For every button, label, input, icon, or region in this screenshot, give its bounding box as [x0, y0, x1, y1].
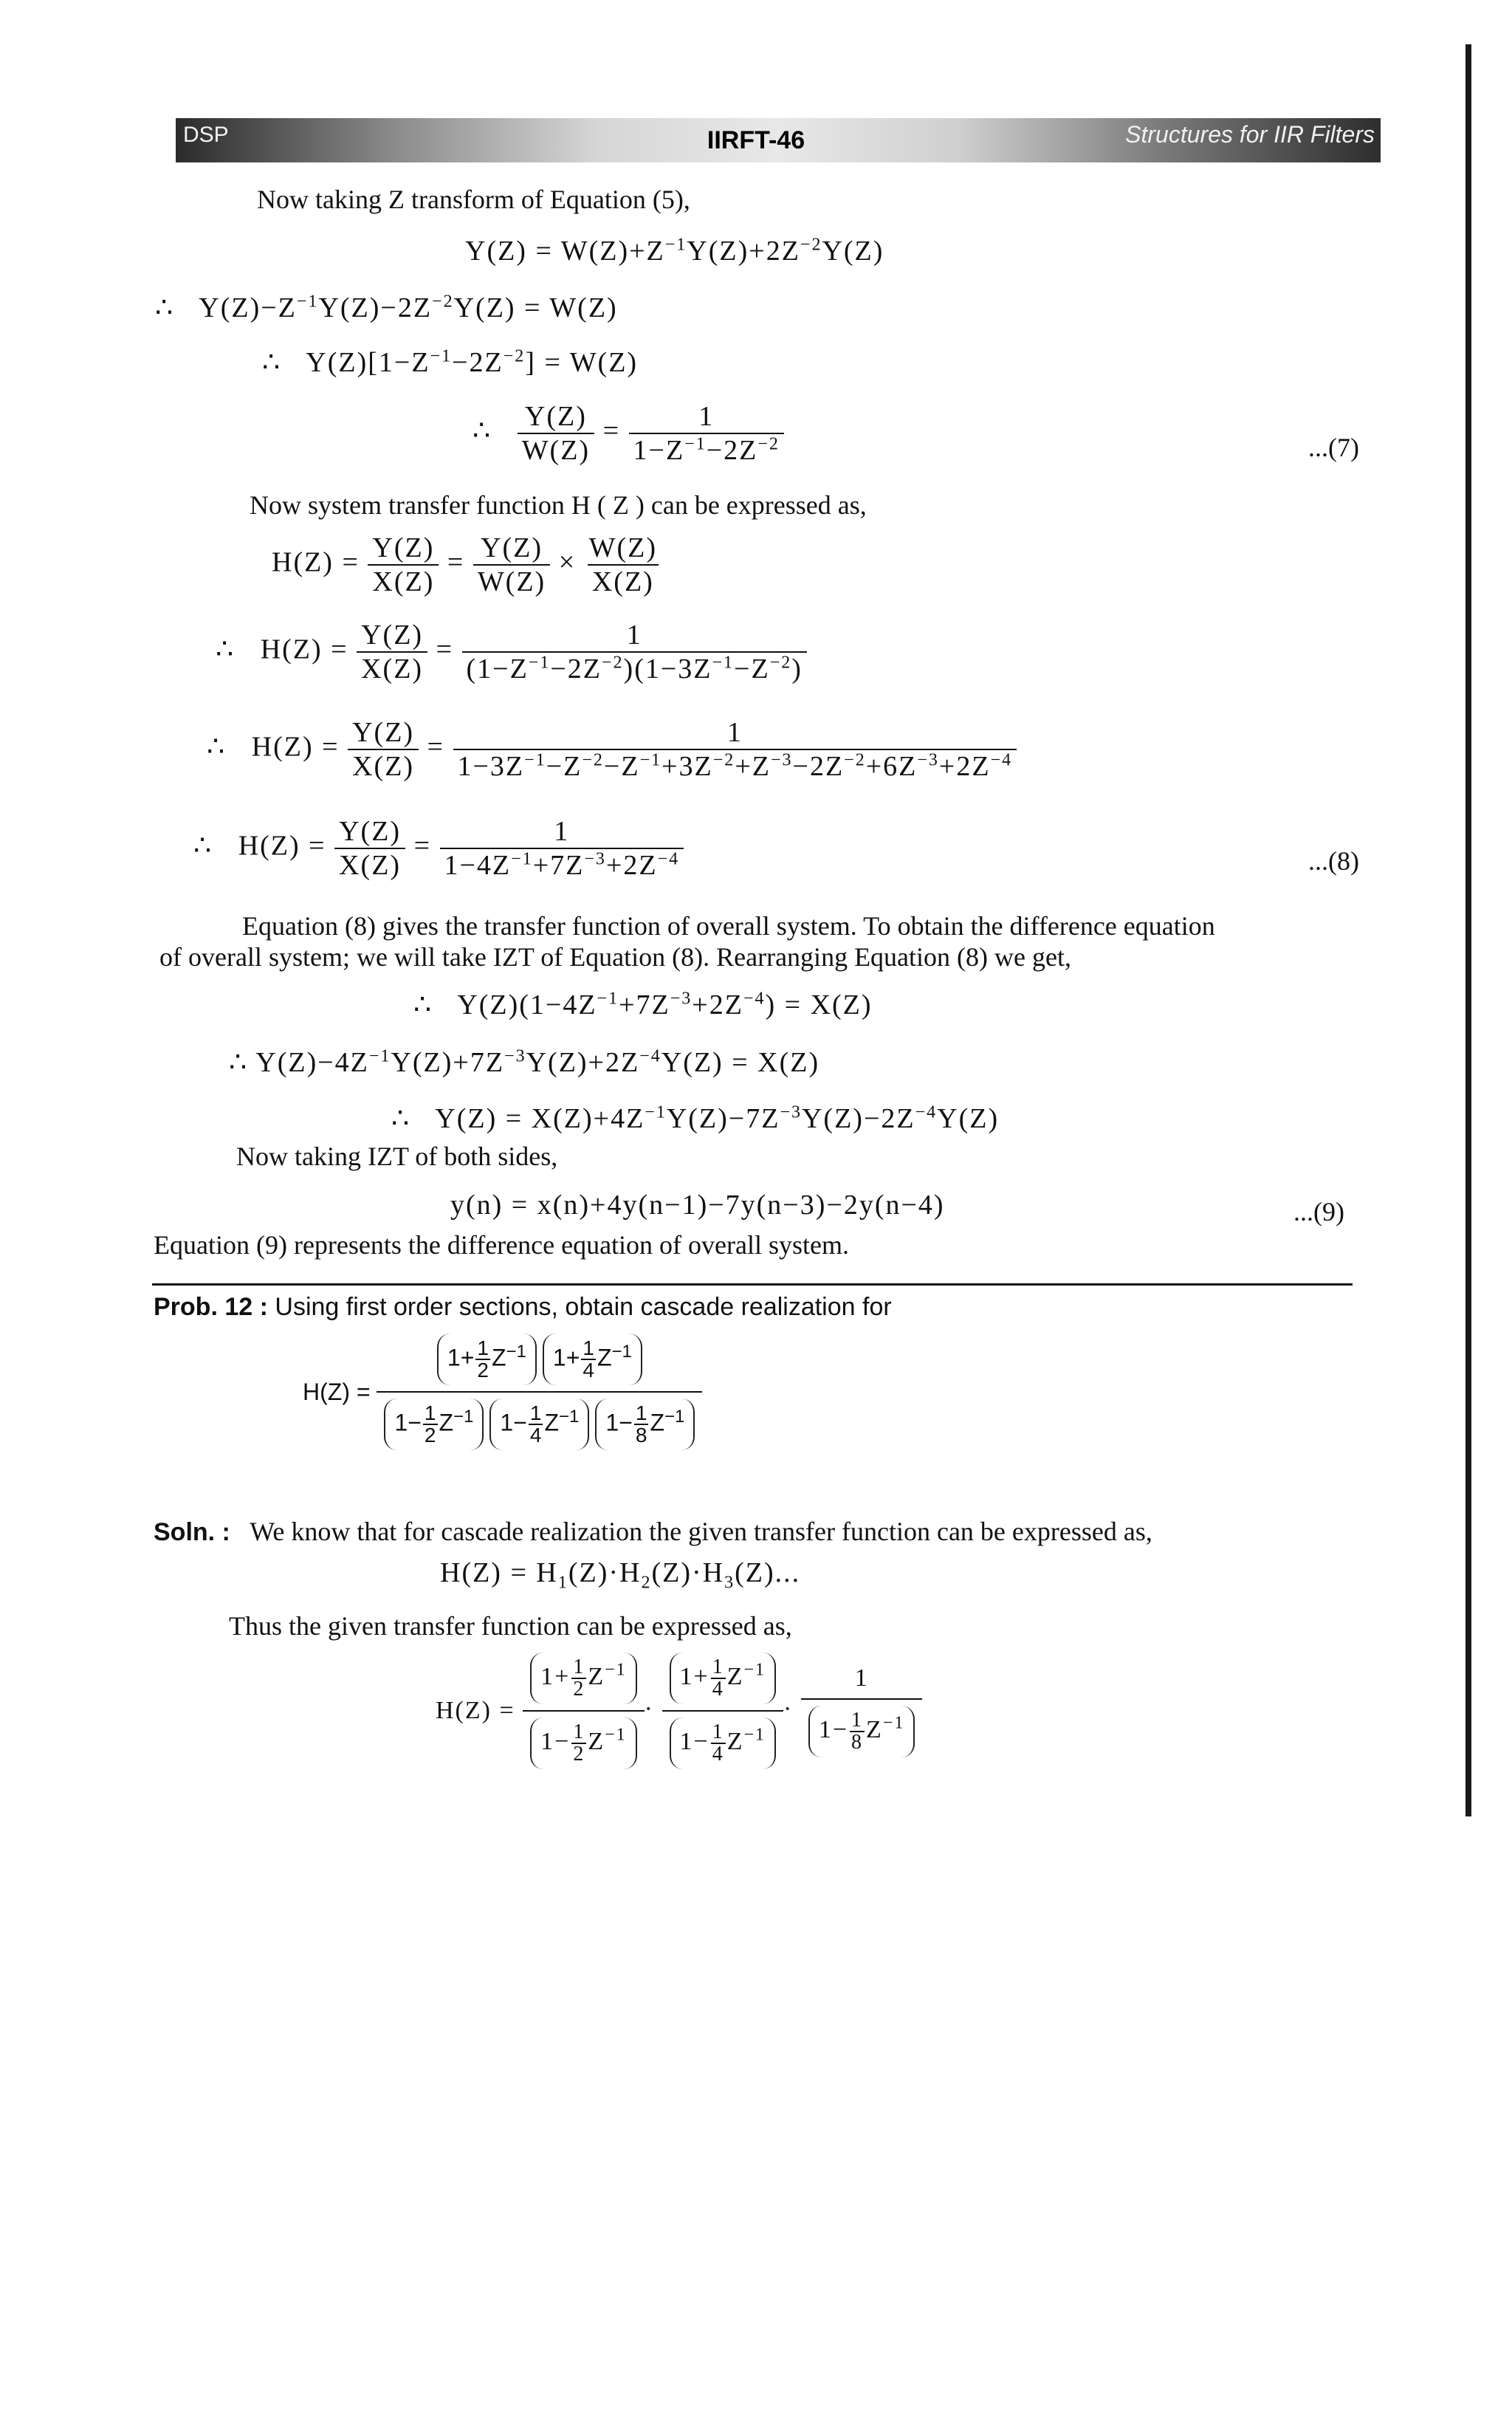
paragraph-z-transform: Now taking Z transform of Equation (5),: [257, 185, 690, 214]
section-divider: [152, 1283, 1353, 1286]
page-binding-edge: [1465, 44, 1471, 1816]
equation-8: ∴ H(Z) = $\frac{Y(Z)}{X(Z)}$ = $\frac{1}{1-4Z^{-1}+7Z^{-3}+2Z^{-4}}$: [193, 815, 684, 882]
problem-12: [154, 1291, 892, 1323]
equation-rearranged-3: ∴ $Y(Z) = X(Z)+4Z^{-1}Y(Z)-7Z^{-3}Y(Z)-2Z^{-4}Y(Z)$: [391, 1102, 1000, 1134]
paragraph-expressed: Thus the given transfer function can be expressed as,: [229, 1611, 792, 1641]
equation-hz-2: ∴ H(Z) = $\frac{Y(Z)}{X(Z)}$ = $\frac{1}{(1-Z^{-1}-2Z^{-2})(1-3Z^{-1}-Z^{-2})}$: [216, 619, 807, 685]
solution-label: Soln. :: [154, 1518, 230, 1546]
header-chapter-title: Structures for IIR Filters: [1125, 121, 1375, 148]
equation-line-3: ∴ $Y(Z)[1-Z^{-1}-2Z^{-2}] = W(Z)$: [262, 346, 639, 378]
equation-hz-3: ∴ H(Z) = $\frac{Y(Z)}{X(Z)}$ = $\frac{1}{1-3Z^{-1}-Z^{-2}-Z^{-1}+3Z^{-2}+Z^{-3}-2Z^{-2}+6Z^{-3}+2Z^{-4}}$: [207, 716, 1017, 783]
equation-9: y(n) = x(n)+4y(n−1)−7y(n−3)−2y(n−4): [450, 1190, 945, 1221]
equation-number-9: ...(9): [1293, 1197, 1344, 1226]
problem-statement: Using first order sections, obtain cascade realization for: [275, 1293, 892, 1321]
equation-line-1: $Y(Z) = W(Z)+Z^{-1}Y(Z)+2Z^{-2}Y(Z)$: [465, 235, 884, 267]
equation-number-8: ...(8): [1308, 846, 1359, 876]
paragraph-eq8-line2: of overall system; we will take IZT of Equation (8). Rearranging Equation (8) we get,: [159, 942, 1071, 972]
problem-transfer-function: H(Z) = 1+ $\frac{1}{2}$ $Z^{-1}$ 1+ $\frac{1}{4}$ $Z^{-1}$ 1− $\frac{1}{2}$ $Z^{-1}$ 1− $\frac{1}{4}$ $Z^{-1}$ 1− $\frac{1}{8}$ $Z^{-1}$: [303, 1334, 702, 1450]
equation-rearranged-2: ∴ $Y(Z)-4Z^{-1}Y(Z)+7Z^{-3}Y(Z)+2Z^{-4}Y(Z) = X(Z)$: [229, 1046, 820, 1078]
equation-rearranged-1: ∴ $Y(Z)(1-4Z^{-1}+7Z^{-3}+2Z^{-4}) = X(Z)$: [413, 989, 873, 1020]
problem-label: Prob. 12 :: [154, 1293, 268, 1321]
header-page-number: IIRFT-46: [707, 126, 805, 154]
paragraph-transfer-function: Now system transfer function H ( Z ) can be expressed as,: [250, 490, 867, 520]
equation-cascade-form: $H(Z) = H_1(Z)\cdot H_2(Z)\cdot H_3(Z)$...: [440, 1557, 801, 1593]
header-left: DSP: [183, 123, 229, 147]
equation-hz-product: H(Z) = $\frac{Y(Z)}{X(Z)}$ = $\frac{Y(Z)}{W(Z)}$ × $\frac{W(Z)}{X(Z)}$: [272, 532, 658, 597]
equation-number-7: ...(7): [1308, 433, 1359, 462]
solution-intro: [154, 1515, 1152, 1548]
equation-line-2: ∴ $Y(Z)-Z^{-1}Y(Z)-2Z^{-2}Y(Z) = W(Z)$: [155, 292, 618, 323]
solution-statement: We know that for cascade realization the given transfer function can be expressed as,: [250, 1517, 1152, 1546]
paragraph-izt: Now taking IZT of both sides,: [236, 1142, 558, 1171]
paragraph-difference-equation: Equation (9) represents the difference equation of overall system.: [154, 1230, 849, 1260]
equation-7: ∴ $\frac{Y(Z)}{W(Z)}$ = $\frac{1}{1-Z^{-1}-2Z^{-2}}$: [472, 400, 784, 467]
equation-cascade-expression: H(Z) = 1+ $\frac{1}{2}$ $Z^{-1}$ 1− $\frac{1}{2}$ $Z^{-1}$ · 1+ $\frac{1}{4}$ $Z^{-1}$ 1− $\frac{1}{4}$ $Z^{-1}$ · 1 1− $\frac{1}{8}$ $Z^{-1}$: [436, 1653, 922, 1769]
paragraph-eq8-line1: Equation (8) gives the transfer function of overall system. To obtain the difference equation: [242, 911, 1215, 941]
